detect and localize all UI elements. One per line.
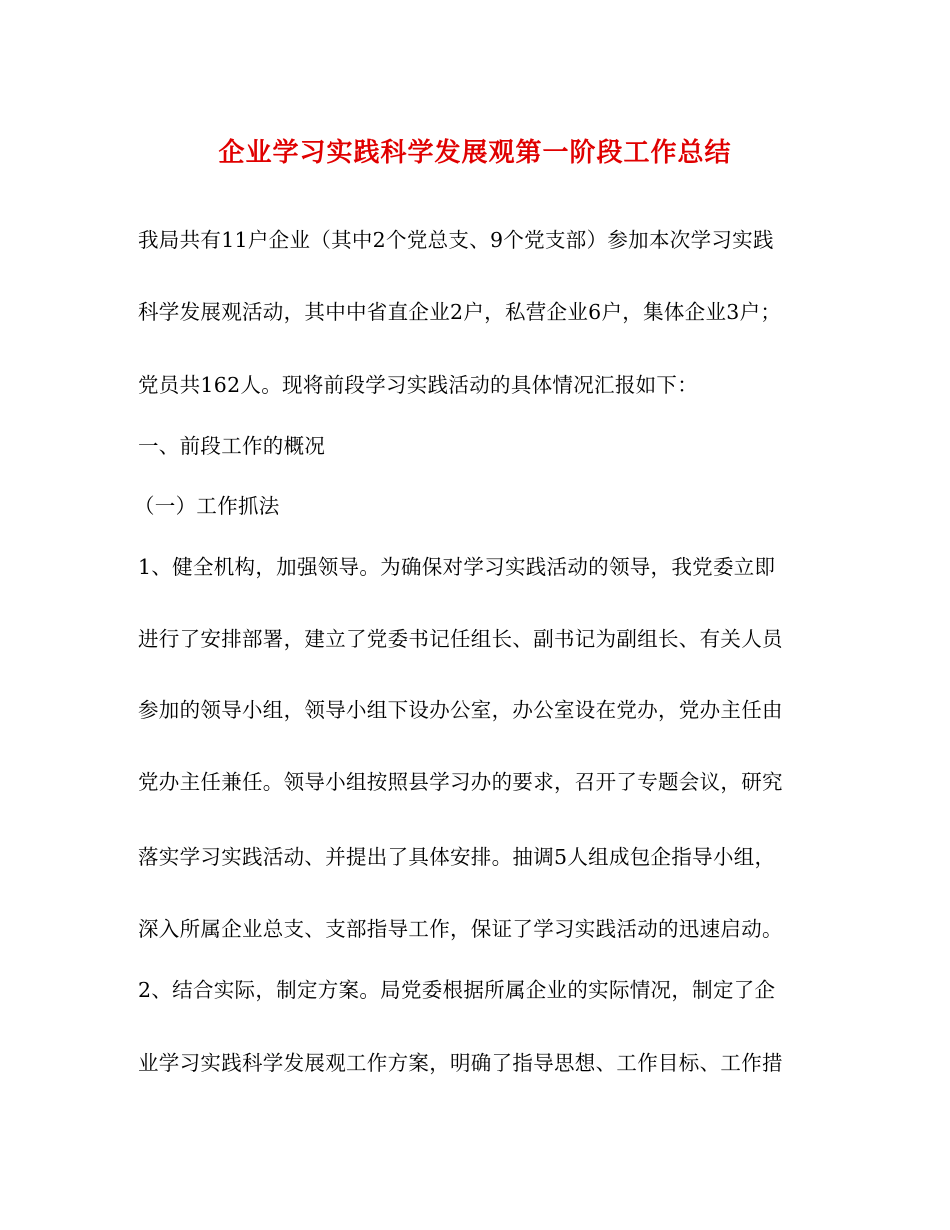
document-title: 企业学习实践科学发展观第一阶段工作总结 <box>218 138 732 168</box>
paragraph-line: 进行了安排部署，建立了党委书记任组长、副书记为副组长、有关人员 <box>138 627 783 651</box>
paragraph-line: 我局共有11户企业（其中2个党总支、9个党支部）参加本次学习实践 <box>138 228 774 252</box>
paragraph-line: 科学发展观活动，其中中省直企业2户，私营企业6户，集体企业3户； <box>138 300 782 324</box>
paragraph-line: 落实学习实践活动、并提出了具体安排。抽调5人组成包企指导小组， <box>138 845 776 869</box>
section-heading: 一、前段工作的概况 <box>138 434 326 458</box>
paragraph-line: 参加的领导小组，领导小组下设办公室，办公室设在党办，党办主任由 <box>138 698 783 722</box>
paragraph-line: 业学习实践科学发展观工作方案，明确了指导思想、工作目标、工作措 <box>138 1051 783 1075</box>
paragraph-line: 党员共162人。现将前段学习实践活动的具体情况汇报如下： <box>138 373 699 397</box>
paragraph-line: 深入所属企业总支、支部指导工作，保证了学习实践活动的迅速启动。 <box>138 917 783 941</box>
subsection-heading: （一）工作抓法 <box>134 494 280 518</box>
paragraph-line: 党办主任兼任。领导小组按照县学习办的要求，召开了专题会议，研究 <box>138 770 783 794</box>
paragraph-line: 2、结合实际，制定方案。局党委根据所属企业的实际情况，制定了企 <box>138 978 776 1002</box>
paragraph-line: 1、健全机构，加强领导。为确保对学习实践活动的领导，我党委立即 <box>138 555 776 579</box>
